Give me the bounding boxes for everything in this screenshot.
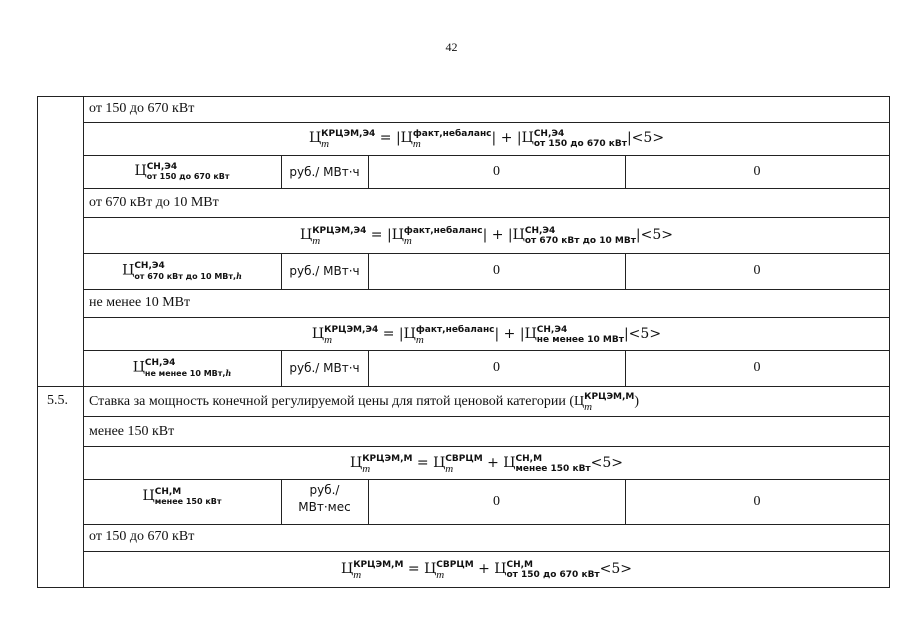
param-symbol: Ц (132, 359, 145, 376)
value-cell: 0 (493, 360, 500, 375)
formula-superscript: СН,М (506, 560, 534, 570)
param-subscript: от 670 кВт до 10 МВт, (134, 272, 237, 281)
unit-line: МВт·мес (298, 500, 351, 514)
formula-superscript: СВРЦМ (445, 454, 483, 464)
formula (83, 325, 890, 345)
formula-symbol: Ц (299, 227, 313, 244)
value-cell: 0 (493, 164, 500, 179)
section-label: не менее 10 МВт (89, 295, 191, 310)
formula-subscript: m (412, 138, 421, 150)
value-cell: 0 (493, 263, 500, 278)
row-line (83, 188, 890, 189)
formula-text: <5> (599, 561, 633, 578)
row-line (83, 253, 890, 254)
formula-subscript: не менее 10 МВт (536, 335, 624, 345)
formula-subscript: m (321, 138, 330, 150)
formula-text: | + |Ц (491, 130, 534, 147)
section-label: от 150 до 670 кВт (89, 101, 195, 116)
formula-symbol: Ц (340, 561, 354, 578)
formula (83, 560, 890, 580)
formula-text: |<5> (635, 227, 673, 244)
formula-text: = |Ц (378, 326, 416, 343)
param-superscript: СН,М (154, 487, 182, 497)
row-line (83, 155, 890, 156)
formula-text: = |Ц (366, 227, 404, 244)
unit-cell: руб./ МВт·ч (289, 361, 360, 375)
formula-superscript: КРЦЭМ,Э4 (321, 129, 376, 139)
table-border-left (37, 96, 38, 588)
formula-superscript: факт,небаланс (403, 226, 483, 236)
table-border-bottom (37, 587, 890, 588)
formula-subscript: m (324, 334, 333, 346)
formula-subscript: менее 150 кВт (515, 464, 591, 474)
row-line (37, 386, 890, 387)
param-hour-index: h (236, 271, 242, 281)
formula-symbol: Ц (308, 130, 322, 147)
row-line (83, 446, 890, 447)
formula-text: | + |Ц (482, 227, 525, 244)
param-symbol: Ц (142, 488, 155, 505)
formula-superscript: СН,Э4 (524, 226, 556, 236)
section-label: от 150 до 670 кВт (89, 529, 195, 544)
param-superscript: СН,Э4 (144, 358, 176, 368)
formula-text: <5> (590, 455, 624, 472)
formula-superscript: СН,Э4 (536, 325, 568, 335)
row-line (83, 217, 890, 218)
row-line (83, 317, 890, 318)
formula-text: + Ц (473, 561, 507, 578)
param-subscript: менее 150 кВт (154, 497, 222, 506)
formula-symbol: Ц (349, 455, 363, 472)
formula-text: + Ц (482, 455, 516, 472)
row-line (83, 551, 890, 552)
section-title-text: ) (634, 394, 640, 410)
param-superscript: СН,Э4 (146, 162, 178, 172)
formula-subscript: m (312, 235, 321, 247)
formula-superscript: СН,М (515, 454, 543, 464)
formula-subscript: m (362, 463, 371, 475)
value-cell: 0 (753, 263, 761, 278)
formula (83, 454, 890, 474)
formula-superscript: факт,небаланс (415, 325, 495, 335)
unit-line: руб./ (309, 483, 340, 497)
formula-superscript: СВРЦМ (436, 560, 474, 570)
table-border-top (37, 96, 890, 97)
section-title-text: Ставка за мощность конечной регулируемой цены для пятой ценовой категории (Ц (89, 394, 585, 410)
page-number: 42 (445, 40, 458, 54)
param-superscript: СН,Э4 (134, 261, 165, 271)
formula-subscript: от 670 кВт до 10 МВт (524, 236, 636, 246)
formula-text: |<5> (626, 130, 665, 147)
formula (83, 226, 890, 246)
formula-subscript: m (353, 569, 362, 581)
param-cell (83, 358, 281, 379)
formula-text: |<5> (623, 326, 662, 343)
section-label: менее 150 кВт (89, 424, 175, 439)
param-symbol: Ц (134, 163, 147, 180)
row-line (83, 350, 890, 351)
param-hour-index: h (225, 368, 232, 378)
unit-cell (281, 482, 368, 516)
row-line (83, 524, 890, 525)
param-symbol: Ц (122, 262, 135, 279)
param-cell (83, 261, 281, 282)
value-cell: 0 (753, 494, 761, 509)
formula-text: = |Ц (375, 130, 413, 147)
value-cell: 0 (493, 494, 500, 509)
formula-subscript: m (445, 463, 454, 475)
param-subscript: не менее 10 МВт, (144, 369, 226, 378)
formula-text: | + |Ц (494, 326, 537, 343)
section-title-subscript: m (584, 401, 593, 413)
param-cell (83, 487, 281, 507)
formula-superscript: КРЦЭМ,М (362, 454, 413, 464)
value-cell: 0 (753, 164, 761, 179)
row-line (83, 416, 890, 417)
row-line (83, 289, 890, 290)
row-line (83, 122, 890, 123)
unit-cell: руб./ МВт·ч (289, 165, 360, 179)
param-cell (83, 162, 281, 182)
formula-text: = Ц (412, 455, 446, 472)
formula-superscript: КРЦЭМ,Э4 (312, 226, 367, 236)
param-subscript: от 150 до 670 кВт (146, 172, 230, 181)
formula-superscript: факт,небаланс (412, 129, 492, 139)
formula-subscript: от 150 до 670 кВт (533, 139, 627, 149)
value-cell: 0 (753, 360, 761, 375)
formula-superscript: СН,Э4 (533, 129, 565, 139)
formula-superscript: КРЦЭМ,М (353, 560, 404, 570)
section-title-superscript: КРЦЭМ,М (584, 392, 635, 402)
row-line (83, 479, 890, 480)
formula-subscript: m (403, 235, 412, 247)
formula-superscript: КРЦЭМ,Э4 (324, 325, 379, 335)
formula-symbol: Ц (311, 326, 325, 343)
formula-subscript: m (436, 569, 445, 581)
formula-subscript: m (415, 334, 424, 346)
formula (83, 129, 890, 149)
formula-text: = Ц (403, 561, 437, 578)
section-label: от 670 кВт до 10 МВт (89, 195, 219, 210)
unit-cell: руб./ МВт·ч (289, 264, 360, 278)
formula-subscript: от 150 до 670 кВт (506, 570, 600, 580)
tariff-table (37, 96, 890, 588)
section-title (89, 392, 639, 412)
section-number: 5.5. (47, 393, 68, 408)
